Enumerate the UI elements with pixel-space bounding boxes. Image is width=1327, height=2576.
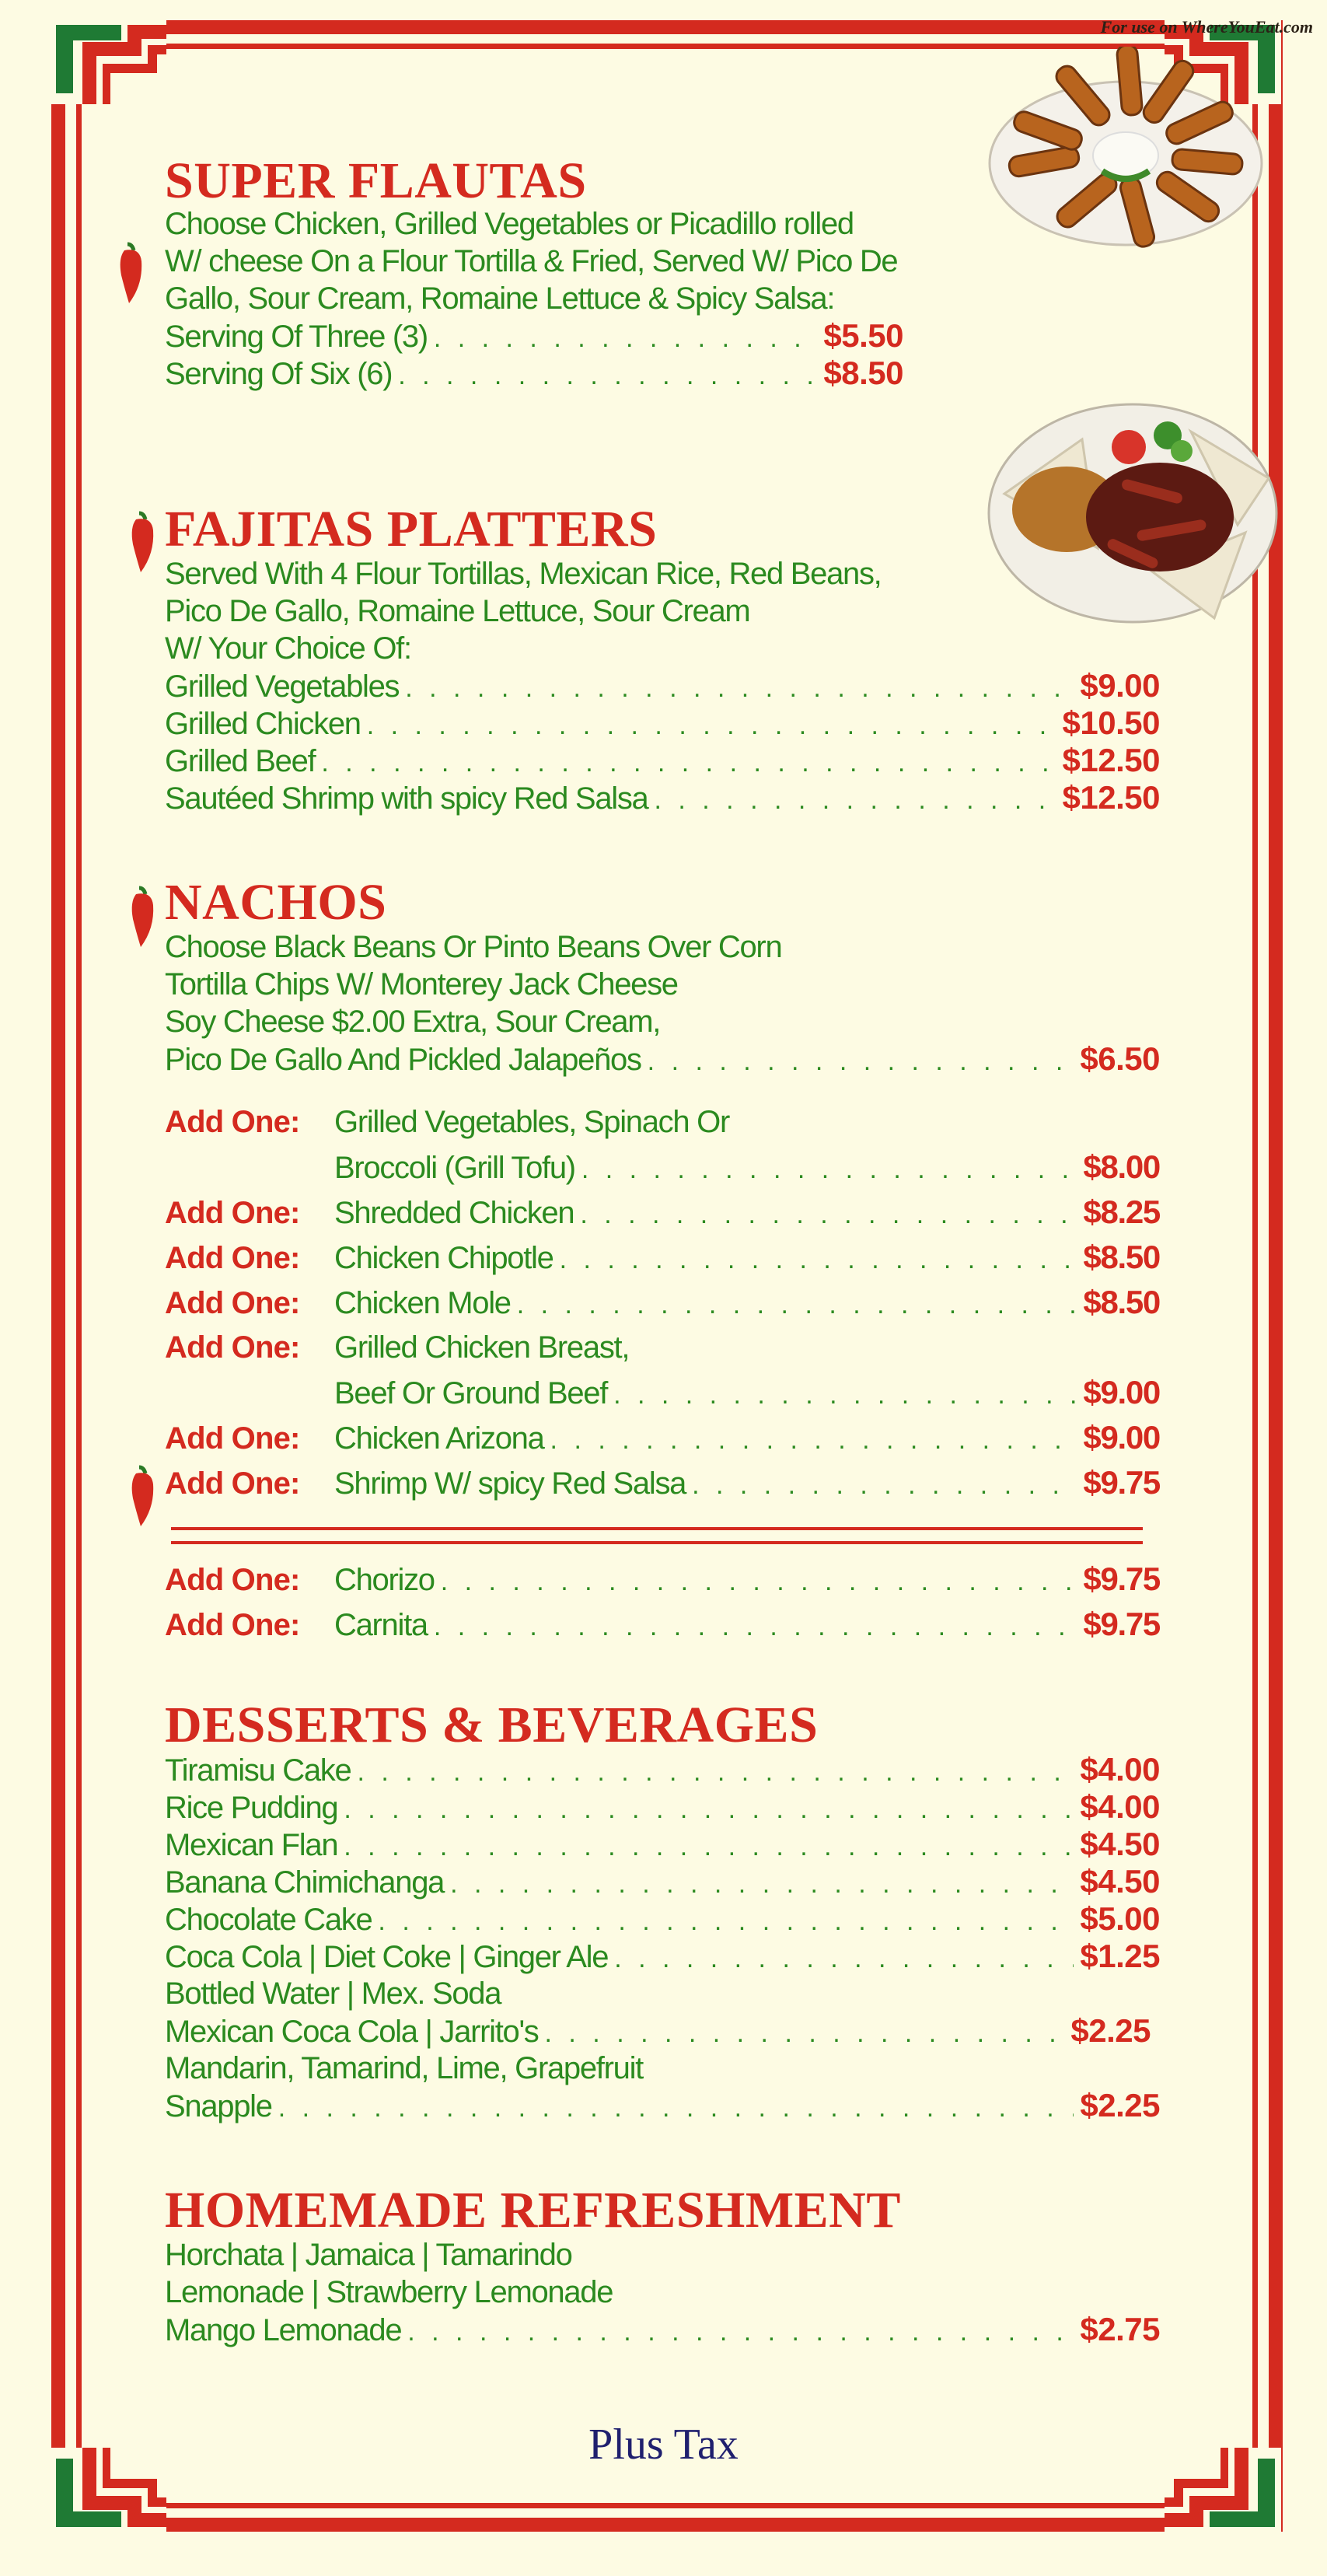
- menu-item: [165, 667, 1160, 704]
- addon-item: [165, 1557, 1160, 1602]
- item-name: Carnita: [334, 1608, 428, 1642]
- menu-item: [165, 2012, 1151, 2050]
- dot-leader: [344, 1828, 1074, 1865]
- dot-leader: [441, 1559, 1077, 1604]
- addon-label: Add One:: [165, 1286, 300, 1320]
- item-name: Shrimp W/ spicy Red Salsa: [334, 1466, 686, 1501]
- item-price: $8.25: [1083, 1194, 1160, 1230]
- addon-label: Add One:: [165, 1466, 300, 1501]
- addon-label: Add One:: [165, 1563, 300, 1597]
- addon-label: Add One:: [165, 1421, 300, 1456]
- item-name: Chicken Chipotle: [334, 1241, 553, 1275]
- dot-leader: [613, 1372, 1077, 1417]
- item-price: $6.50: [1080, 1040, 1160, 1077]
- addon-label: Add One:: [165, 1608, 300, 1642]
- chili-pepper-icon: [117, 241, 146, 306]
- description-line: Gallo, Sour Cream, Romaine Lettuce & Spicy Salsa:: [165, 281, 835, 316]
- item-name: Beef Or Ground Beef: [334, 1376, 608, 1410]
- section-title: DESSERTS & BEVERAGES: [165, 1697, 819, 1753]
- description-line: Soy Cheese $2.00 Extra, Sour Cream,: [165, 1005, 661, 1039]
- chili-pepper-icon: [128, 510, 158, 575]
- item-name: Grilled Chicken Breast,: [334, 1330, 630, 1365]
- section-title: NACHOS: [165, 874, 387, 931]
- menu-item: [165, 317, 903, 355]
- dot-leader: [434, 1604, 1077, 1649]
- item-price: $5.00: [1080, 1900, 1160, 1937]
- section-homemade-refreshment: [165, 2182, 1160, 2348]
- item-price: $4.00: [1080, 1788, 1160, 1825]
- dot-leader: [648, 1043, 1074, 1080]
- description-line: W/ Your Choice Of:: [165, 631, 411, 666]
- dot-leader: [580, 1192, 1077, 1237]
- item-name: Sautéed Shrimp with spicy Red Salsa: [165, 781, 648, 816]
- item-price: $10.50: [1062, 704, 1160, 741]
- item-name: Mexican Coca Cola | Jarrito's: [165, 2015, 539, 2049]
- item-price: $5.50: [823, 317, 903, 354]
- addon-label: Add One:: [165, 1241, 300, 1275]
- section-description: [165, 2236, 1160, 2311]
- dot-leader: [545, 2015, 1065, 2052]
- item-name: Pico De Gallo And Pickled Jalapeños: [165, 1043, 641, 1077]
- menu-item: [165, 704, 1160, 742]
- item-name: Mango Lemonade: [165, 2313, 402, 2347]
- addon-item: [165, 1190, 1160, 1235]
- menu-item: [165, 779, 1160, 816]
- addon-label: Add One:: [165, 1105, 300, 1139]
- dot-leader: [398, 357, 817, 394]
- menu-item: [165, 1938, 1160, 1975]
- item-name: Chorizo: [334, 1563, 435, 1597]
- item-price: $9.00: [1083, 1419, 1160, 1456]
- item-name: Broccoli (Grill Tofu): [334, 1151, 575, 1185]
- dot-leader: [560, 1237, 1077, 1282]
- watermark-notice: For use on WhereYouEat.com: [1100, 17, 1313, 37]
- flautas-photo: [978, 47, 1273, 272]
- addon-item: [165, 1370, 1160, 1415]
- item-price: $4.50: [1080, 1826, 1160, 1862]
- item-price: $9.00: [1083, 1374, 1160, 1410]
- dot-leader: [405, 669, 1074, 707]
- description-line: Horchata | Jamaica | Tamarindo: [165, 2238, 572, 2272]
- item-price: $8.50: [1083, 1284, 1160, 1320]
- item-price: $1.25: [1080, 1938, 1160, 1974]
- dot-leader: [517, 1282, 1077, 1327]
- item-price: $9.00: [1080, 667, 1160, 704]
- dot-leader: [450, 1865, 1074, 1903]
- section-description: [165, 928, 1160, 1040]
- section-title: HOMEMADE REFRESHMENT: [165, 2182, 901, 2239]
- dot-leader: [378, 1903, 1074, 1940]
- menu-item: [165, 1788, 1160, 1826]
- section-fajitas-platters: [165, 501, 1160, 816]
- description-line: Choose Black Beans Or Pinto Beans Over Corn: [165, 930, 782, 964]
- item-name: Serving Of Three (3): [165, 320, 428, 354]
- item-price: $4.00: [1080, 1751, 1160, 1788]
- section-title: SUPER FLAUTAS: [165, 152, 587, 209]
- description-line: Bottled Water | Mex. Soda: [165, 1977, 501, 2011]
- item-name: Banana Chimichanga: [165, 1865, 445, 1900]
- dot-leader: [357, 1753, 1074, 1791]
- item-price: $9.75: [1083, 1464, 1160, 1501]
- item-price: $9.75: [1083, 1606, 1160, 1642]
- addon-label: Add One:: [165, 1196, 300, 1230]
- menu-item: [165, 2311, 1160, 2348]
- chili-pepper-icon: [128, 1464, 158, 1529]
- item-name: Serving Of Six (6): [165, 357, 393, 391]
- addon-item: [165, 1235, 1160, 1280]
- item-price: $8.00: [1083, 1148, 1160, 1185]
- dot-leader: [655, 781, 1056, 819]
- addon-item: [165, 1460, 1160, 1505]
- description-line: Lemonade | Strawberry Lemonade: [165, 2275, 613, 2309]
- section-super-flautas: [165, 152, 1012, 392]
- item-name: Mexican Flan: [165, 1828, 338, 1862]
- dot-leader: [344, 1791, 1074, 1828]
- plus-tax-note: Plus Tax: [588, 2420, 739, 2469]
- addon-item: [165, 1280, 1160, 1325]
- addon-item: [165, 1099, 1160, 1145]
- item-price: $9.75: [1083, 1561, 1160, 1597]
- section-description: [165, 205, 1012, 317]
- item-price: $12.50: [1062, 779, 1160, 816]
- menu-item: [165, 1040, 1160, 1078]
- item-price: $2.25: [1080, 2087, 1160, 2123]
- section-divider-line: [171, 1527, 1143, 1530]
- description-line: Mandarin, Tamarind, Lime, Grapefruit: [165, 2051, 643, 2085]
- addon-item: [165, 1325, 1160, 1370]
- item-name: Shredded Chicken: [334, 1196, 574, 1230]
- addon-item: [165, 1145, 1160, 1190]
- item-name: Coca Cola | Diet Coke | Ginger Ale: [165, 1940, 609, 1974]
- description-line: W/ cheese On a Flour Tortilla & Fried, Served W/ Pico De: [165, 244, 898, 278]
- menu-item: [165, 1900, 1160, 1938]
- section-nachos: [165, 874, 1160, 1647]
- item-name: Chocolate Cake: [165, 1903, 372, 1937]
- dot-leader: [407, 2313, 1074, 2351]
- menu-item: [165, 1863, 1160, 1900]
- dot-leader: [278, 2089, 1074, 2127]
- dot-leader: [692, 1463, 1077, 1508]
- dot-leader: [614, 1940, 1074, 1977]
- menu-item: [165, 355, 903, 392]
- description-line: Choose Chicken, Grilled Vegetables or Picadillo rolled: [165, 207, 854, 241]
- dot-leader: [550, 1417, 1077, 1463]
- item-name: Grilled Vegetables, Spinach Or: [334, 1105, 729, 1139]
- section-title: FAJITAS PLATTERS: [165, 501, 658, 557]
- item-name: Tiramisu Cake: [165, 1753, 351, 1788]
- corner-ornament-top-left: [50, 19, 166, 104]
- description-line: Served With 4 Flour Tortillas, Mexican Rice, Red Beans,: [165, 557, 882, 591]
- item-name: Rice Pudding: [165, 1791, 338, 1825]
- item-price: $2.25: [1070, 2012, 1151, 2049]
- menu-item: [165, 742, 1160, 779]
- chili-pepper-icon: [128, 885, 158, 950]
- addon-label: Add One:: [165, 1330, 300, 1365]
- section-divider-line: [171, 1541, 1143, 1544]
- menu-item: [165, 1826, 1160, 1863]
- dot-leader: [321, 744, 1056, 781]
- item-name: Snapple: [165, 2089, 272, 2123]
- dot-leader: [581, 1147, 1077, 1192]
- item-price: $4.50: [1080, 1863, 1160, 1900]
- item-price: $8.50: [823, 355, 903, 391]
- section-description: [165, 555, 1160, 667]
- item-name: Grilled Vegetables: [165, 669, 400, 704]
- description-line: Pico De Gallo, Romaine Lettuce, Sour Cream: [165, 594, 750, 628]
- dot-leader: [367, 707, 1056, 744]
- section-desserts-beverages: [165, 1697, 1160, 2124]
- description-line: Tortilla Chips W/ Monterey Jack Cheese: [165, 967, 678, 1001]
- item-price: $12.50: [1062, 742, 1160, 778]
- item-name: Chicken Arizona: [334, 1421, 544, 1456]
- addon-item: [165, 1415, 1160, 1460]
- menu-item: [165, 2087, 1160, 2124]
- menu-item: [165, 1751, 1160, 1788]
- item-name: Grilled Chicken: [165, 707, 361, 741]
- item-name: Chicken Mole: [334, 1286, 511, 1320]
- dot-leader: [434, 320, 818, 357]
- item-name: Grilled Beef: [165, 744, 316, 778]
- item-price: $2.75: [1080, 2311, 1160, 2347]
- item-price: $8.50: [1083, 1239, 1160, 1275]
- addon-item: [165, 1602, 1160, 1647]
